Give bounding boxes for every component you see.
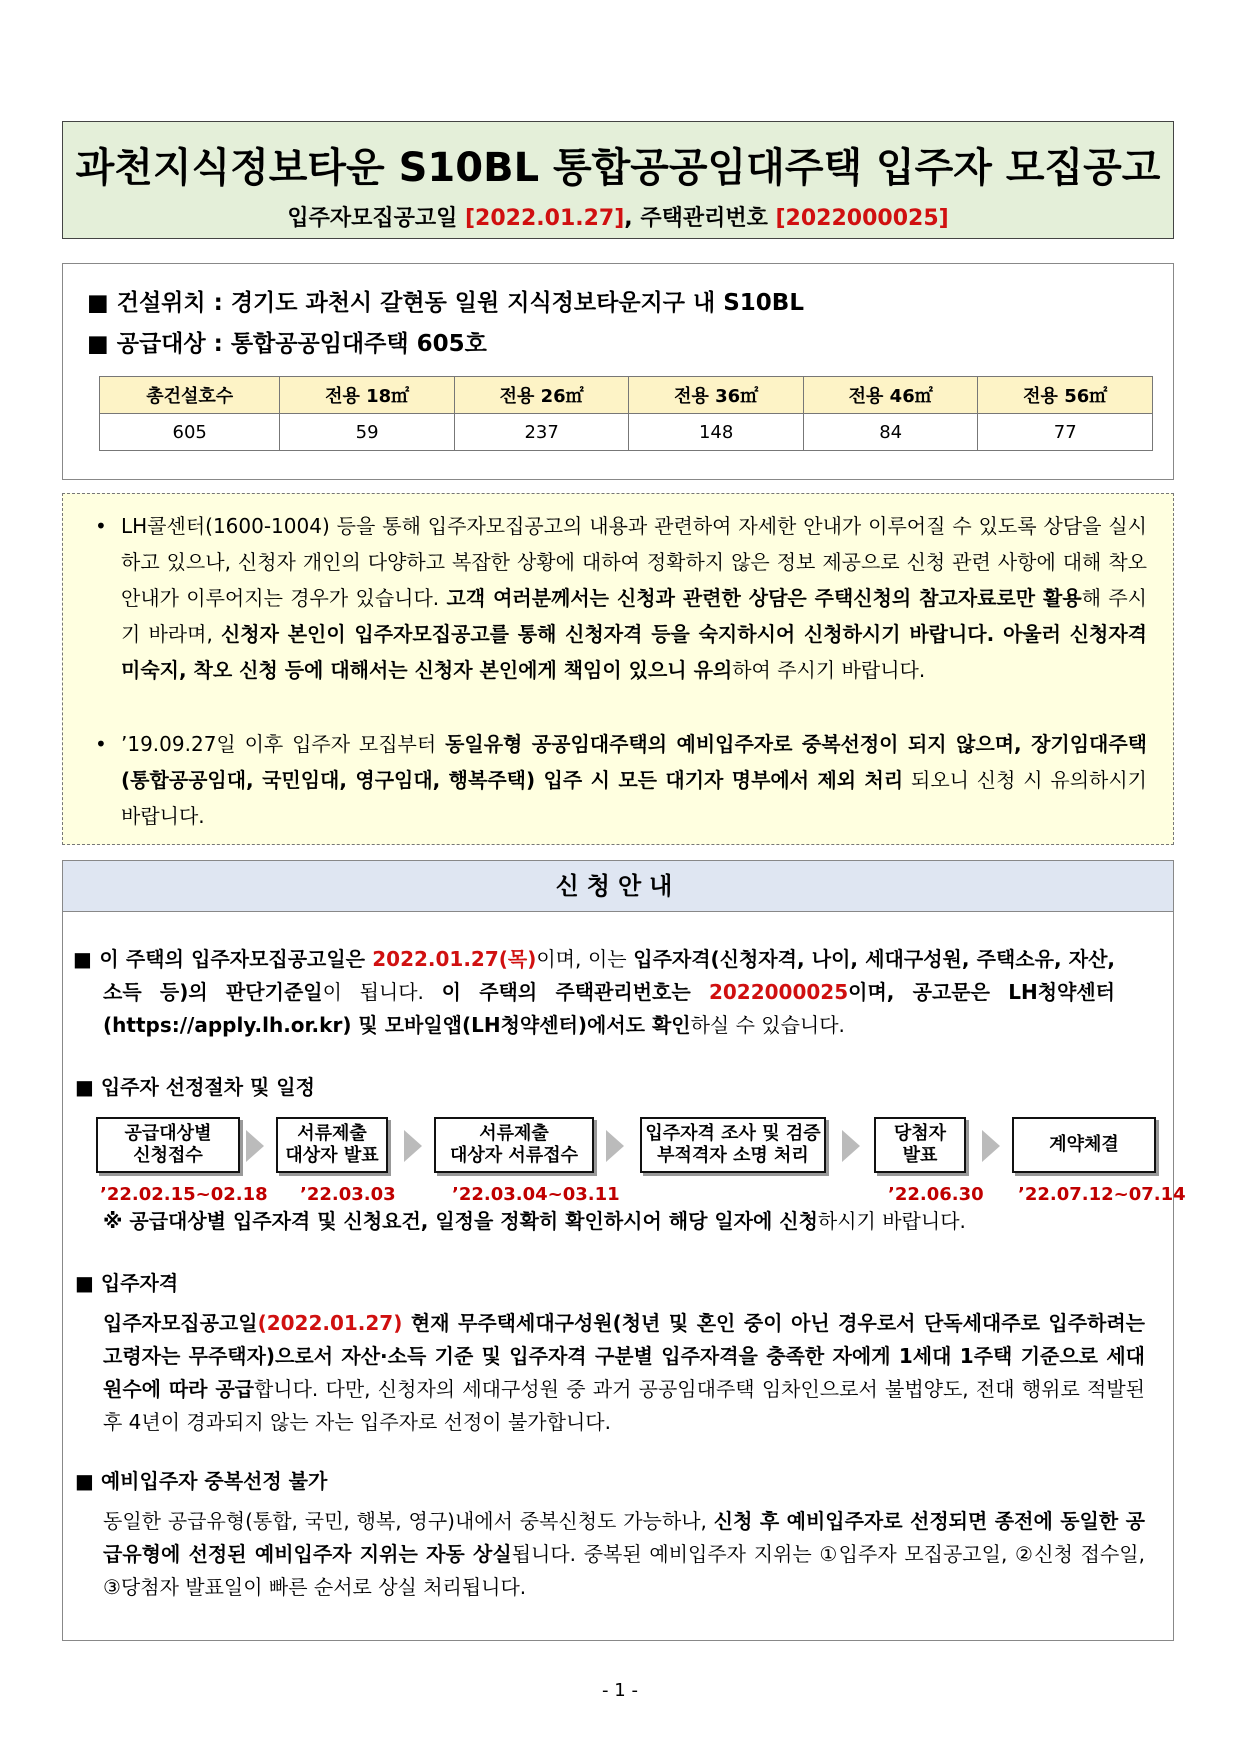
apply-intro <box>73 943 1115 1042</box>
qualification-title: ■ 입주자격 <box>75 1271 179 1295</box>
intro-number: 2022000025 <box>708 980 849 1004</box>
table-cell: 77 <box>978 414 1153 451</box>
info-box <box>62 263 1174 480</box>
qual-text-b: 현재 무주택세대구성원(청년 및 혼인 중이 아닌 경우로서 단독세대주로 입주하려는 고령자는 무주택자)으로서 자산·소득 기준 및 입주자격 구분별 입주자격을 충족한 자에게 1세대 1주택 기준으로 세대원수에 따라 공급 <box>103 1311 1145 1401</box>
housing-number: [2022000025] <box>775 206 949 231</box>
table-cell: 84 <box>803 414 978 451</box>
supply-table <box>99 376 1153 451</box>
intro-text-g: 하실 수 있습니다. <box>690 1013 845 1037</box>
duplicate-title: ■ 예비입주자 중복선정 불가 <box>75 1469 328 1493</box>
flow-date: ’22.07.12~07.14 <box>1018 1184 1186 1205</box>
subtitle-prefix: 입주자모집공고일 <box>287 206 465 231</box>
schedule-note-a: ※ 공급대상별 입주자격 및 신청요건, 일정을 정확히 확인하시어 해당 일자에 신청 <box>103 1209 818 1233</box>
notice-1-text-e: 하여 주시기 바랍니다. <box>732 658 926 682</box>
flow-step-label: 부적격자 소명 처리 <box>657 1145 809 1166</box>
flow-step-label: 대상자 서류접수 <box>450 1145 578 1166</box>
dup-text-c: 됩니다. 중복된 예비입주자 지위는 ①입주자 모집공고일, ②신청 접수일, ③당첨자 발표일이 빠른 순서로 상실 처리됩니다. <box>103 1542 1145 1599</box>
supply-line: ■ 공급대상 : 통합공공임대주택 605호 <box>87 331 487 357</box>
flow-step-2 <box>276 1117 388 1173</box>
flow-step-label: 서류제출 <box>479 1123 549 1144</box>
location-line: ■ 건설위치 : 경기도 과천시 갈현동 일원 지식정보타운지구 내 S10BL <box>87 290 804 316</box>
schedule-title: ■ 입주자 선정절차 및 일정 <box>75 1075 315 1099</box>
flow-step-label: 당첨자 <box>893 1123 947 1144</box>
qual-date: (2022.01.27) <box>257 1311 403 1335</box>
arrow-right-icon <box>982 1130 1000 1162</box>
intro-text-c: 입주자격(신청자격, 나이, 세대구성원, 주택소유, 자산, 소득 등)의 판단기준일 <box>103 947 1116 1004</box>
intro-date: 2022.01.27(목) <box>372 947 537 971</box>
flow-step-label: 계약체결 <box>1049 1134 1119 1155</box>
table-header-cell: 전용 36㎡ <box>629 377 804 414</box>
table-cell: 237 <box>454 414 629 451</box>
table-cell: 605 <box>100 414 280 451</box>
table-header-row <box>100 377 1153 414</box>
flow-step-label: 발표 <box>902 1145 938 1166</box>
table-header-cell: 총건설호수 <box>100 377 280 414</box>
table-header-cell: 전용 56㎡ <box>978 377 1153 414</box>
notice-2-text-c: 되오니 신청 시 유의하시기 바랍니다. <box>121 768 1147 828</box>
flow-date: ’22.02.15~02.18 <box>100 1184 268 1205</box>
intro-text-b: 이며, 이는 <box>536 947 634 971</box>
intro-text-f: 이며, 공고문은 LH청약센터(https://apply.lh.or.kr) 및 모바일앱(LH청약센터)에서도 확인 <box>103 980 1115 1037</box>
table-header-cell: 전용 26㎡ <box>454 377 629 414</box>
notice-item-1 <box>95 508 1147 688</box>
flow-step-1 <box>96 1117 240 1173</box>
flow-date: ’22.06.30 <box>888 1184 984 1205</box>
schedule-note <box>103 1205 1145 1238</box>
qualification-text <box>103 1307 1145 1439</box>
flow-step-label: 신청접수 <box>133 1145 203 1166</box>
flow-step-label: 공급대상별 <box>124 1123 212 1144</box>
intro-text-a: ■ 이 주택의 입주자모집공고일은 <box>73 947 373 971</box>
title-box <box>62 121 1174 239</box>
flow-step-label: 서류제출 <box>297 1123 367 1144</box>
table-header-cell: 전용 18㎡ <box>280 377 455 414</box>
notice-item-2 <box>95 726 1147 834</box>
flow-step-6 <box>1012 1117 1156 1173</box>
dup-text-a: 동일한 공급유형(통합, 국민, 행복, 영구)내에서 중복신청도 가능하나, <box>103 1509 714 1533</box>
flow-step-label: 입주자격 조사 및 검증 <box>645 1123 821 1144</box>
apply-header: 신청안내 <box>63 861 1173 912</box>
table-header-cell: 전용 46㎡ <box>803 377 978 414</box>
bullet-dot: • <box>95 732 107 756</box>
qual-text-c: 합니다. 다만, 신청자의 세대구성원 중 과거 공공임대주택 임차인으로서 불법양도, 전대 행위로 적발된 후 4년이 경과되지 않는 자는 입주자로 선정이 불가합니다. <box>103 1377 1145 1434</box>
arrow-right-icon <box>404 1130 422 1162</box>
page-title: 과천지식정보타운 S10BL 통합공공임대주택 입주자 모집공고 <box>75 145 1161 191</box>
notice-1-text-b: 고객 여러분께서는 신청과 관련한 상담은 주택신청의 참고자료로만 활용 <box>446 586 1082 610</box>
table-row <box>100 414 1153 451</box>
notice-box <box>62 493 1174 845</box>
qual-text-a: 입주자모집공고일 <box>103 1311 258 1335</box>
notice-1-text-a: LH콜센터(1600-1004) 등을 통해 입주자모집공고의 내용과 관련하여 자세한 안내가 이루어질 수 있도록 상담을 실시하고 있으나, 신청자 개인의 다양하고 복잡한 상황에 대하여 정확하지 않은 정보 제공으로 신청 관련 사항에 대해 착오 안내가 이루어지는 경우가 있습니다. <box>121 514 1147 610</box>
flow-date: ’22.03.03 <box>300 1184 396 1205</box>
notice-2-text-a: ’19.09.27일 이후 입주자 모집부터 <box>121 732 446 756</box>
notice-1-text-c: 해 주시기 바라며, <box>121 586 1147 646</box>
bullet-dot: • <box>95 514 107 538</box>
arrow-right-icon <box>606 1130 624 1162</box>
page-number: - 1 - <box>602 1680 638 1701</box>
notice-2-text-b: 동일유형 공공임대주택의 예비입주자로 중복선정이 되지 않으며, 장기임대주택(통합공공임대, 국민임대, 영구임대, 행복주택) 입주 시 모든 대기자 명부에서 제외 처리 <box>121 732 1147 792</box>
arrow-right-icon <box>842 1130 860 1162</box>
duplicate-text <box>103 1505 1145 1604</box>
table-cell: 148 <box>629 414 804 451</box>
intro-text-d: 이 됩니다. <box>322 980 442 1004</box>
flow-date: ’22.03.04~03.11 <box>452 1184 620 1205</box>
notice-1-text-d: 신청자 본인이 입주자모집공고를 통해 신청자격 등을 숙지하시어 신청하시기 바랍니다. 아울러 신청자격 미숙지, 착오 신청 등에 대해서는 신청자 본인에게 책임이 있으니 유의 <box>121 622 1147 682</box>
table-cell: 59 <box>280 414 455 451</box>
arrow-right-icon <box>246 1130 264 1162</box>
schedule-note-b: 하시기 바랍니다. <box>817 1209 966 1233</box>
announce-date: [2022.01.27] <box>465 206 625 231</box>
flow-step-4 <box>640 1117 826 1173</box>
page-subtitle <box>63 201 1173 232</box>
flow-step-label: 대상자 발표 <box>285 1145 379 1166</box>
subtitle-mid: , 주택관리번호 <box>624 206 776 231</box>
flow-step-3 <box>434 1117 594 1173</box>
intro-text-e: 이 주택의 주택관리번호는 <box>441 980 709 1004</box>
apply-box <box>62 860 1174 1641</box>
dup-text-b: 신청 후 예비입주자로 선정되면 종전에 동일한 공급유형에 선정된 예비입주자 지위는 자동 상실 <box>103 1509 1145 1566</box>
flow-step-5 <box>874 1117 966 1173</box>
